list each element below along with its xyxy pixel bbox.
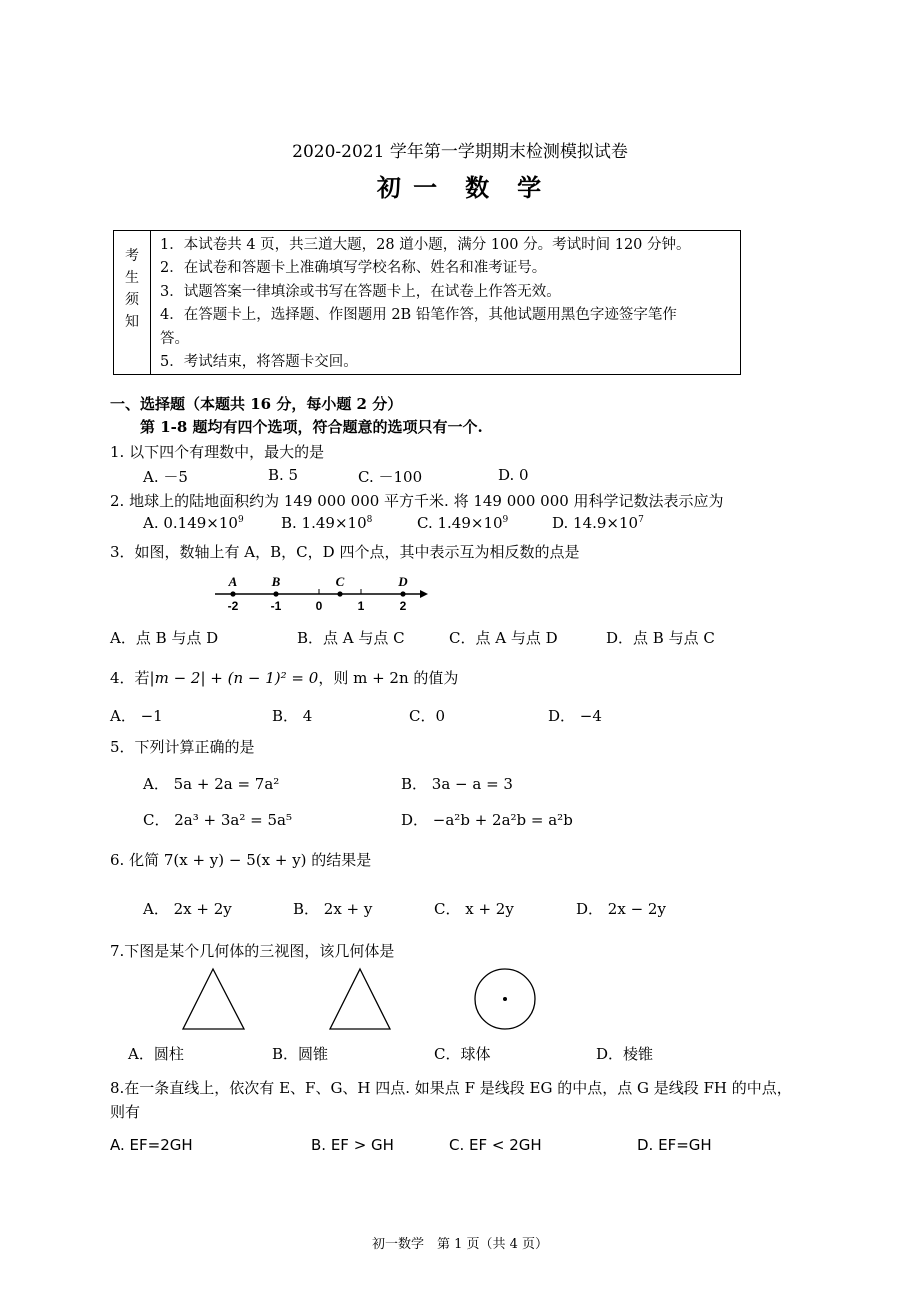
- notice-lines: [160, 234, 736, 374]
- section-heading: 一、选择题（本题共 16 分，每小题 2 分）: [110, 395, 403, 413]
- q8-option-b: B. EF > GH: [311, 1136, 394, 1154]
- front-view-triangle: [178, 965, 248, 1033]
- q3-number-line: [210, 570, 430, 616]
- q4-expression: |m − 2| + (n − 1)² = 0: [149, 669, 319, 687]
- q8-stem: 8.在一条直线上，依次有 E、F、G、H 四点. 如果点 F 是线段 EG 的中点，点 G 是线段 FH 的中点，: [110, 1079, 792, 1097]
- axis-arrow: [420, 590, 428, 598]
- q4-option-a: A． −1: [110, 707, 163, 725]
- q3-option-d: D．点 B 与点 C: [606, 629, 715, 647]
- q5-option-a: A． 5a + 2a = 7a²: [143, 775, 280, 793]
- tick-label: 0: [315, 599, 323, 613]
- q4-option-d: D． −4: [548, 707, 602, 725]
- tick-label: -1: [270, 599, 282, 613]
- q4-option-b: B． 4: [272, 707, 313, 725]
- q1-option-a: A. －5: [143, 468, 188, 486]
- page-footer: 初一数学 第 1 页（共 4 页）: [371, 1237, 549, 1252]
- q1-option-d: D. 0: [498, 466, 529, 484]
- notice-box: [113, 230, 741, 375]
- point-c: [337, 591, 342, 596]
- notice-side-cell: [114, 231, 151, 374]
- notice-line: 1．本试卷共 4 页，共三道大题，28 道小题，满分 100 分。考试时间 120 分钟。: [160, 237, 691, 253]
- exam-title: 初 一 数 学: [376, 173, 544, 202]
- q1-option-c: C. －100: [358, 468, 423, 486]
- q2-option-d: D. $14.9\times 10^7$: [552, 514, 644, 532]
- tick-label: -2: [227, 599, 239, 613]
- q6-stem: 6. 化简 7(x + y) − 5(x + y) 的结果是: [110, 851, 372, 869]
- q5-option-c: C． 2a³ + 3a² = 5a⁵: [143, 811, 292, 829]
- q8-option-c: C. EF < 2GH: [449, 1136, 542, 1154]
- q1-option-b: B. 5: [268, 466, 299, 484]
- q5-option-b: B． 3a − a = 3: [401, 775, 513, 793]
- point-b: [273, 591, 278, 596]
- tick-label: 2: [399, 599, 407, 613]
- q6-option-b: B． 2x + y: [293, 900, 373, 918]
- q7-option-a: A．圆柱: [128, 1045, 184, 1063]
- q6-option-c: C． x + 2y: [434, 900, 514, 918]
- notice-line: 4．在答题卡上，选择题、作图题用 2B 铅笔作答，其他试题用黑色字迹签字笔作: [160, 307, 677, 324]
- q8-stem-continued: 则有: [110, 1103, 141, 1121]
- q2-option-c: C. $1.49\times 10^9$: [417, 514, 509, 532]
- exam-subtitle: 2020-2021 学年第一学期期末检测模拟试卷: [292, 142, 628, 162]
- point-label-c: C: [335, 574, 345, 589]
- q2-option-b: B. $1.49\times 10^8$: [281, 514, 373, 532]
- point-label-d: D: [398, 574, 408, 589]
- q7-option-c: C．球体: [434, 1045, 491, 1063]
- q8-option-a: A. EF=2GH: [110, 1136, 193, 1154]
- side-view-triangle: [325, 965, 395, 1033]
- q4-stem: 4．若|m − 2| + (n − 1)² = 0，则 m + 2n 的值为: [110, 669, 459, 687]
- q3-option-a: A．点 B 与点 D: [110, 629, 219, 647]
- q5-stem: 5．下列计算正确的是: [110, 738, 255, 756]
- q3-option-b: B．点 A 与点 C: [297, 629, 405, 647]
- notice-line: 3．试题答案一律填涂或书写在答题卡上，在试卷上作答无效。: [160, 283, 561, 300]
- point-label-a: A: [228, 574, 238, 589]
- point-d: [400, 591, 405, 596]
- q6-option-a: A． 2x + 2y: [143, 900, 232, 918]
- notice-line: 答。: [160, 330, 189, 347]
- tick-label: 1: [357, 599, 365, 613]
- point-a: [230, 591, 235, 596]
- q7-option-d: D．棱锥: [596, 1045, 654, 1063]
- notice-line: 5．考试结束，将答题卡交回。: [160, 354, 358, 371]
- center-dot: [503, 997, 507, 1001]
- q2-stem: 2. 地球上的陆地面积约为 149 000 000 平方千米. 将 149 000 000 用科学记数法表示应为: [110, 492, 724, 510]
- q7-option-b: B．圆锥: [272, 1045, 329, 1063]
- q8-option-d: D. EF=GH: [637, 1136, 712, 1154]
- q7-stem: 7.下图是某个几何体的三视图，该几何体是: [110, 942, 395, 960]
- q3-stem: 3．如图，数轴上有 A，B，C，D 四个点，其中表示互为相反数的点是: [110, 543, 580, 561]
- notice-line: 2．在试卷和答题卡上准确填写学校名称、姓名和准考证号。: [160, 260, 547, 277]
- point-label-b: B: [271, 574, 281, 589]
- q4-option-c: C．0: [409, 707, 446, 725]
- q2-option-a: A. $0.149\times 10^9$: [143, 514, 244, 532]
- q1-stem: 1. 以下四个有理数中，最大的是: [110, 443, 325, 461]
- notice-side-label: 考 生 须 知: [125, 248, 139, 330]
- q6-option-d: D． 2x − 2y: [576, 900, 666, 918]
- q5-option-d: D． −a²b + 2a²b = a²b: [401, 811, 573, 829]
- q3-option-c: C．点 A 与点 D: [449, 629, 558, 647]
- section-subheading: 第 1-8 题均有四个选项，符合题意的选项只有一个.: [140, 418, 483, 436]
- top-view-circle: [470, 965, 540, 1033]
